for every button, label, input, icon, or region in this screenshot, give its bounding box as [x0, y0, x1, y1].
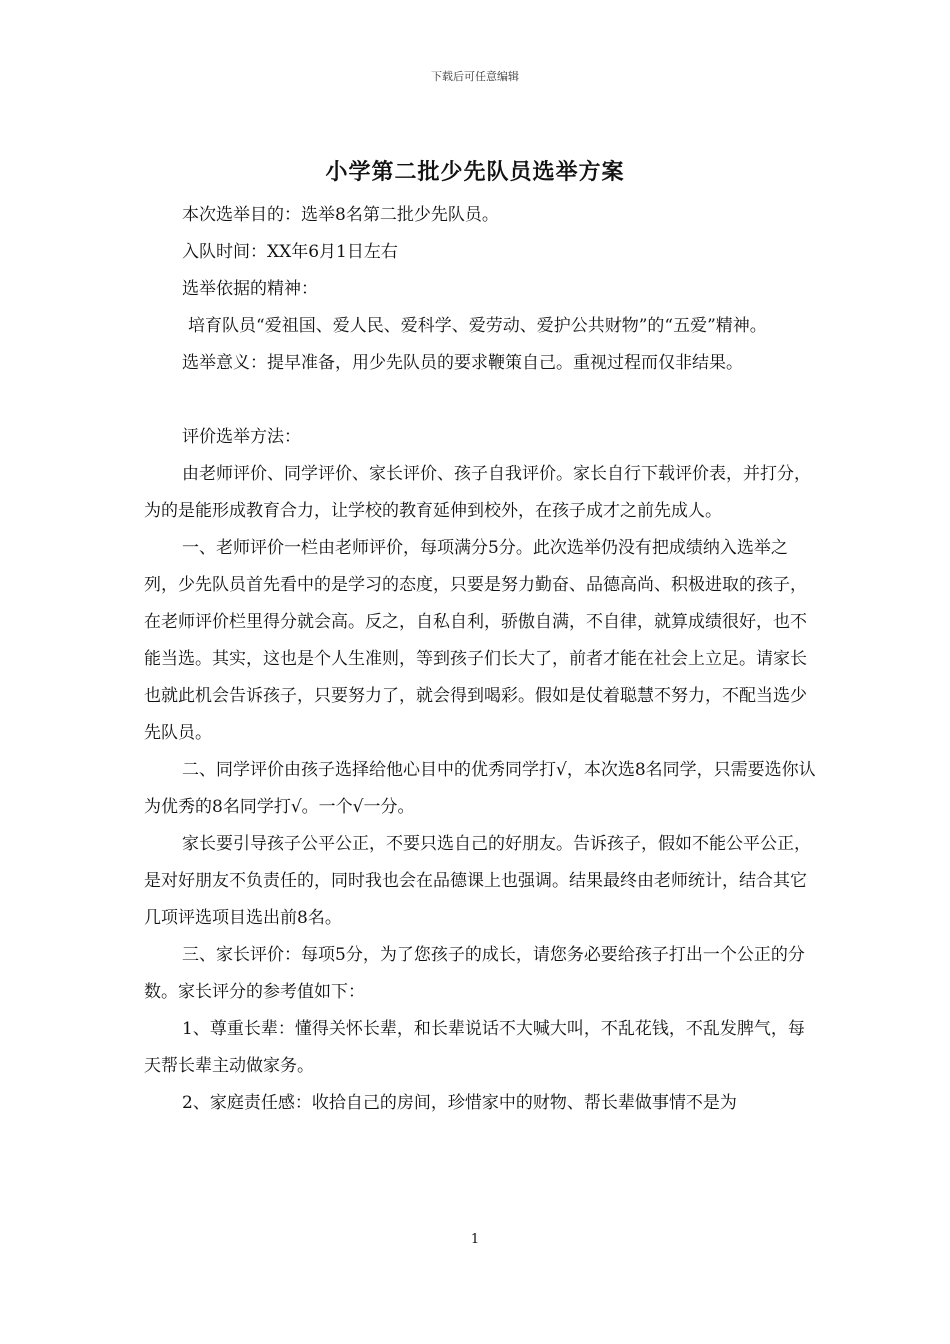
header-note: 下载后可任意编辑: [431, 70, 519, 83]
purpose-paragraph: 本次选举目的：选举8名第二批少先队员。: [182, 205, 499, 225]
method-paragraph: 由老师评价、同学评价、家长评价、孩子自我评价。家长自行下载评价表，并打分，为的是能形成教育合力，让学校的教育延伸到校外，在孩子成才之前先成人。: [144, 464, 811, 521]
significance-paragraph: 选举意义：提早准备，用少先队员的要求鞭策自己。重视过程而仅非结果。: [182, 353, 743, 373]
parent-evaluation-paragraph: 三、家长评价：每项5分，为了您孩子的成长，请您务必要给孩子打出一个公正的分数。家长评分的参考值如下：: [144, 945, 805, 1002]
blank-line: [144, 382, 820, 419]
parent-guidance-paragraph: 家长要引导孩子公平公正，不要只选自己的好朋友。告诉孩子，假如不能公平公正，是对好朋友不负责任的，同时我也会在品德课上也强调。结果最终由老师统计，结合其它几项评选项目选出前8名。: [144, 834, 811, 928]
spirit-heading: 选举依据的精神：: [182, 279, 318, 299]
method-heading: 评价选举方法：: [182, 427, 301, 447]
respect-elders-item: 1、尊重长辈：懂得关怀长辈，和长辈说话不大喊大叫，不乱花钱，不乱发脾气，每天帮长辈主动做家务。: [144, 1019, 805, 1076]
five-loves-paragraph: 培育队员“爱祖国、爱人民、爱科学、爱劳动、爱护公共财物”的“五爱”精神。: [188, 316, 767, 336]
join-time-paragraph: 入队时间：XX年6月1日左右: [182, 242, 398, 262]
teacher-evaluation-paragraph: 一、老师评价一栏由老师评价，每项满分5分。此次选举仍没有把成绩纳入选举之列，少先队员首先看中的是学习的态度，只要是努力勤奋、品德高尚、积极进取的孩子，在老师评价栏里得分就会高。反之，自私自利，骄傲自满，不自律，就算成绩很好，也不能当选。其实，这也是个人生准则，等到孩子们长大了，前者才能在社会上立足。请家长也就此机会告诉孩子，只要努力了，就会得到喝彩。假如是仗着聪慧不努力，不配当选少先队员。: [144, 538, 807, 743]
family-responsibility-item: 2、家庭责任感：收拾自己的房间，珍惜家中的财物、帮长辈做事情不是为: [182, 1093, 737, 1113]
page-number: 1: [470, 1232, 480, 1247]
document-title: 小学第二批少先队员选举方案: [325, 159, 625, 185]
document-body: [144, 197, 820, 1122]
peer-evaluation-paragraph: 二、同学评价由孩子选择给他心目中的优秀同学打√，本次选8名同学，只需要选你认为优秀的8名同学打√。一个√一分。: [144, 760, 816, 817]
